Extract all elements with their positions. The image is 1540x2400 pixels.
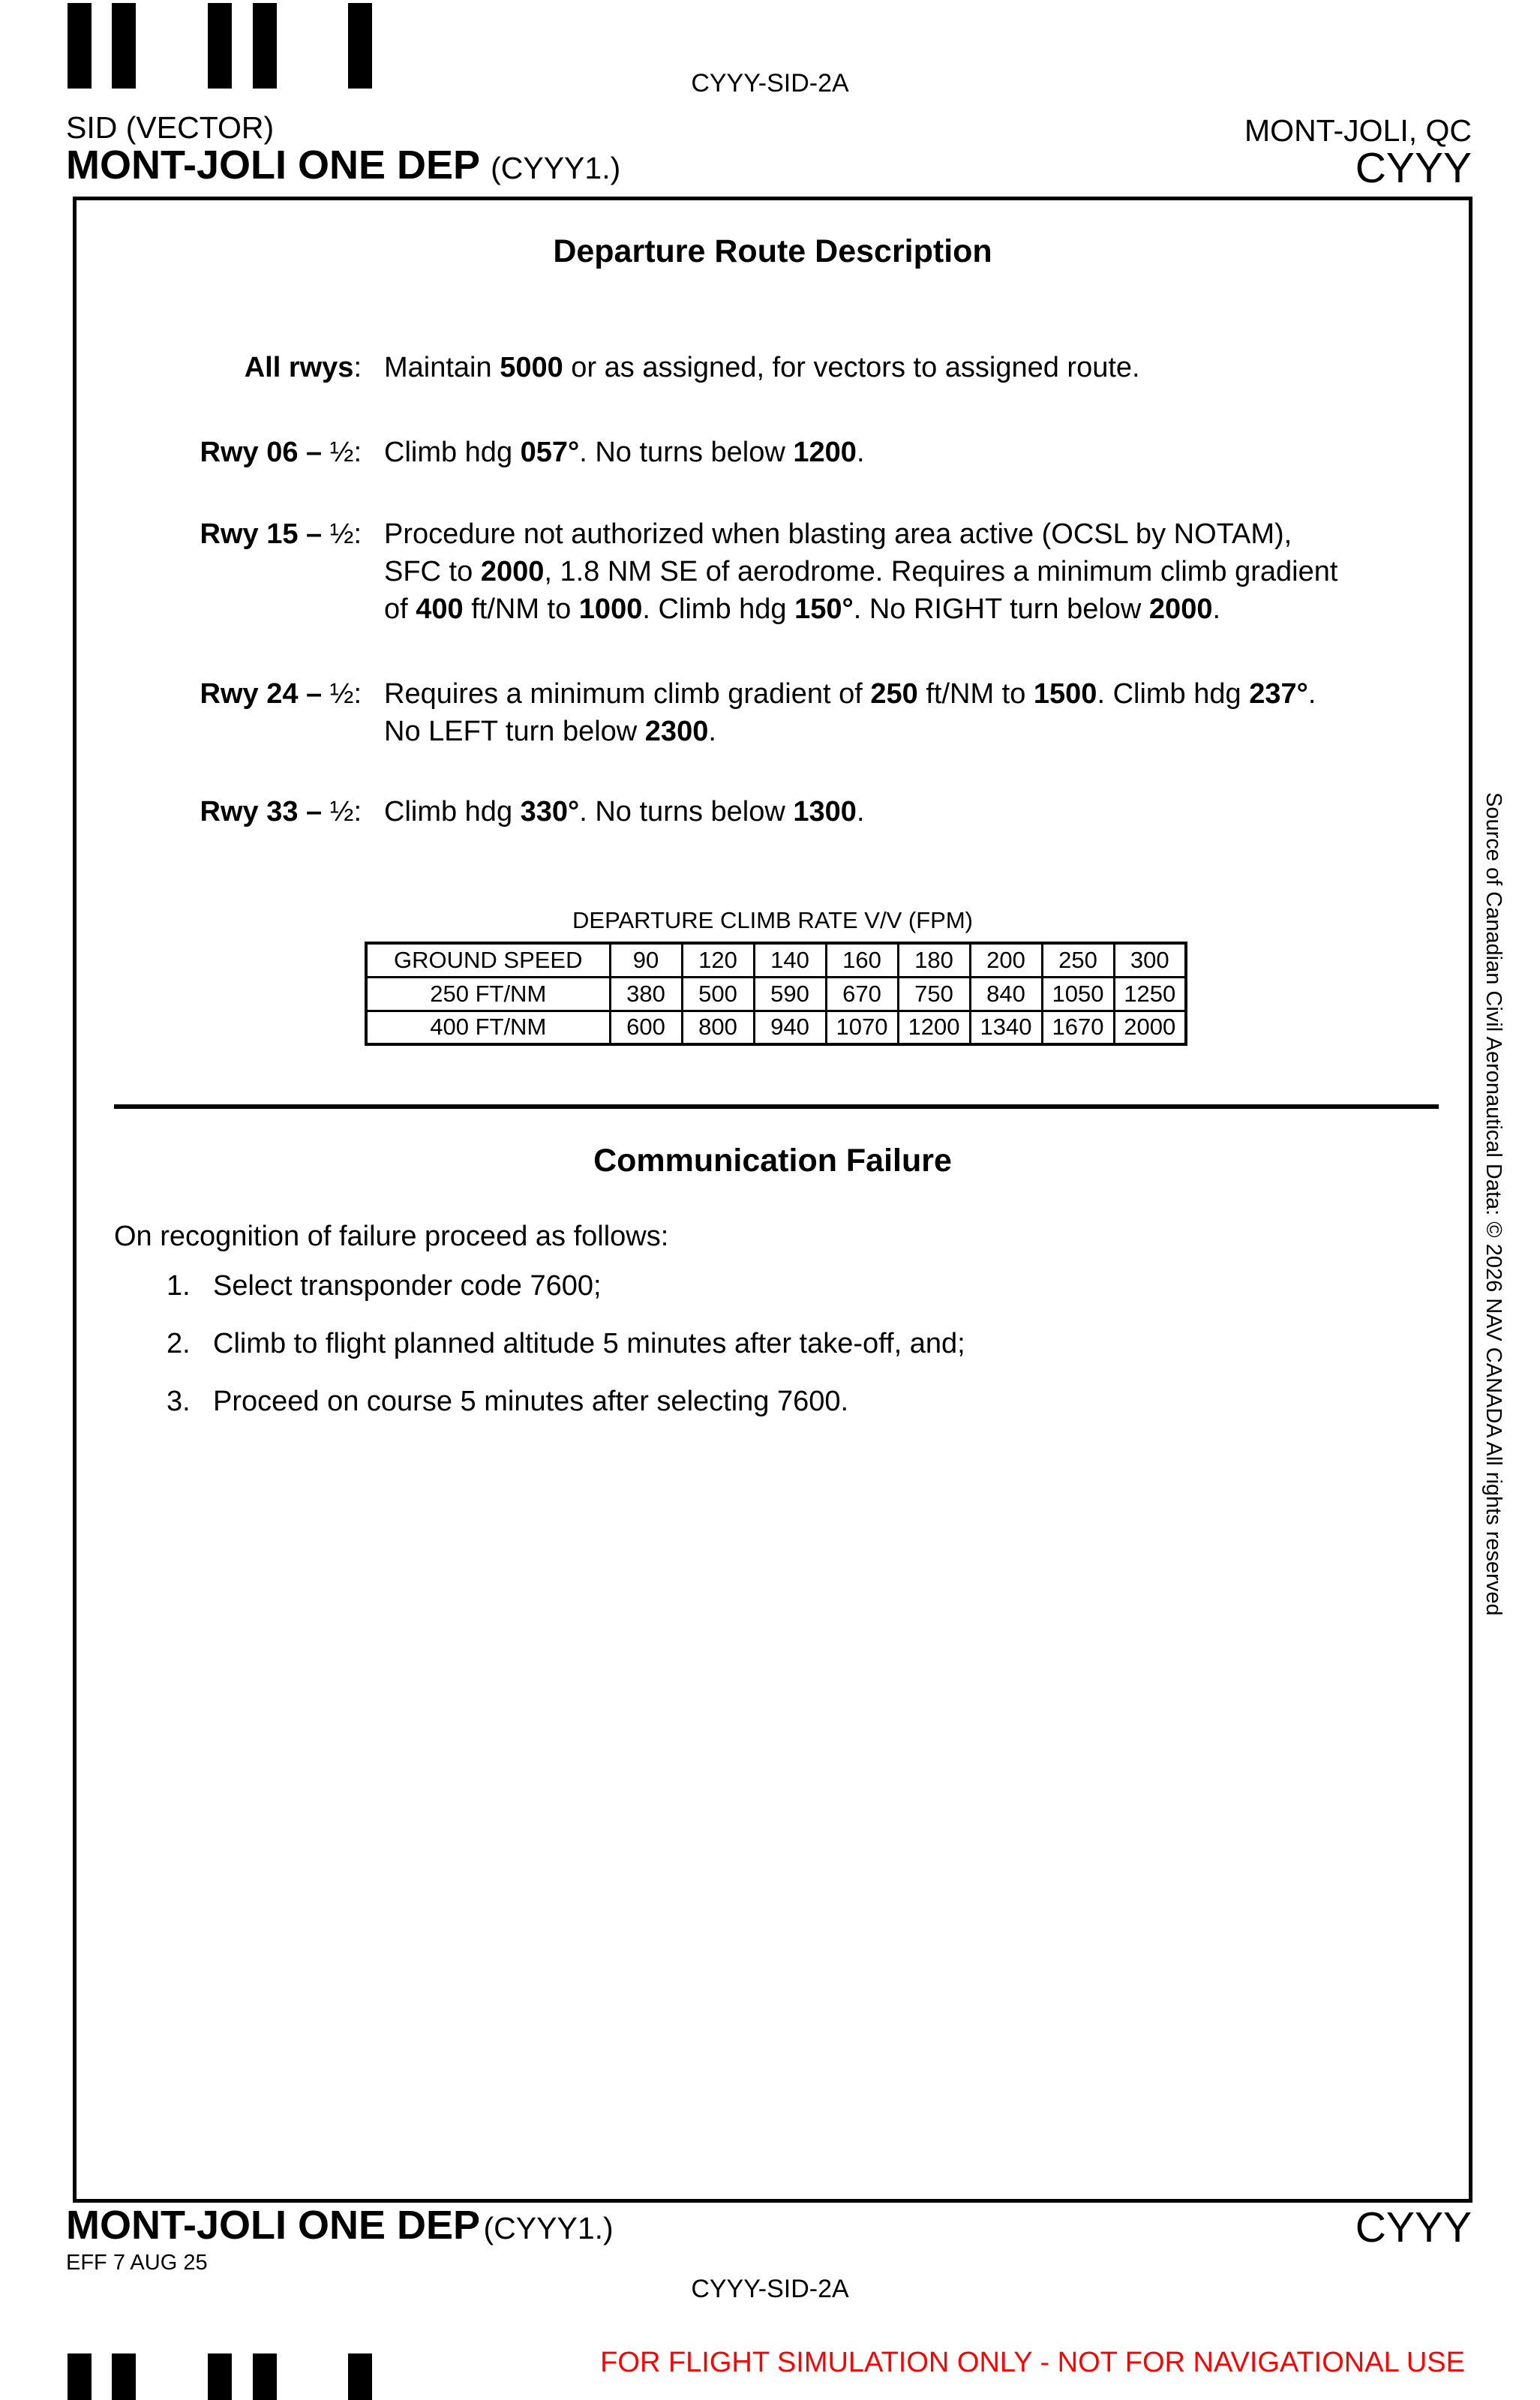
table-cell: 380 [610,977,682,1011]
list-item-number: 3. [167,1386,191,1417]
route-entry [123,434,1443,471]
route-entry [123,675,1443,750]
list-item-text: Climb to flight planned altitude 5 minutes after take-off, and; [213,1328,965,1359]
table-cell: 1340 [970,1011,1042,1044]
airport-code: CYYY [1355,144,1472,192]
chart-type-label: SID (VECTOR) [66,110,275,145]
table-cell: 1070 [826,1011,898,1044]
table-cell: 140 [754,943,826,977]
table-cell: 1250 [1114,977,1186,1011]
calibration-bar [253,2353,277,2400]
procedure-title [66,144,620,189]
route-entry [123,515,1443,628]
runway-label: Rwy 06 – ½: [200,437,362,468]
list-item [167,1387,965,1416]
copyright-side-note: Source of Canadian Civil Aeronautical Data: © 2026 NAV CANADA All rights reserved [1481,792,1505,1616]
route-instruction: Climb hdg 057°. No turns below 1200. [384,437,865,468]
table-row [366,977,1186,1011]
climb-rate-table [365,942,1187,1046]
list-item-text: Select transponder code 7600; [213,1270,602,1302]
runway-label: Rwy 15 – ½: [200,518,362,550]
section-divider [114,1104,1439,1109]
table-cell: 750 [898,977,970,1011]
list-item-number: 2. [167,1328,191,1359]
table-cell: 840 [970,977,1042,1011]
chart-border-box [73,197,1472,2203]
table-cell: 250 FT/NM [366,977,610,1011]
table-cell: GROUND SPEED [366,943,610,977]
route-entry [123,349,1443,386]
table-cell: 180 [898,943,970,977]
route-instruction: Procedure not authorized when blasting area active (OCSL by NOTAM), SFC to 2000, 1.8 NM SE of aerodrome. Requires a minimum climb gradient of 400 ft/NM to 1000. Climb hdg 150°. No RIGHT turn below 2000. [384,518,1338,625]
comm-failure-list [167,1272,965,1445]
comm-failure-title: Communication Failure [593,1143,952,1179]
calibration-bar [208,2353,232,2400]
runway-label: All rwys: [244,352,362,383]
effective-date: EFF 7 AUG 25 [66,2251,208,2275]
procedure-name: MONT-JOLI ONE DEP [66,143,480,188]
route-instruction: Climb hdg 330°. No turns below 1300. [384,796,865,828]
route-entry [123,793,1443,831]
list-item-text: Proceed on course 5 minutes after selecting 7600. [213,1386,849,1417]
runway-label: Rwy 33 – ½: [200,796,362,828]
table-cell: 940 [754,1011,826,1044]
comm-failure-intro: On recognition of failure proceed as follows: [114,1221,669,1252]
table-cell: 2000 [1114,1011,1186,1044]
table-cell: 1200 [898,1011,970,1044]
chart-index-top: CYYY-SID-2A [691,69,849,98]
table-cell: 200 [970,943,1042,977]
footer-airport-code: CYYY [1355,2203,1472,2251]
table-cell: 300 [1114,943,1186,977]
footer-procedure-id: (CYYY1.) [483,2211,614,2245]
list-item [167,1329,965,1358]
table-cell: 400 FT/NM [366,1011,610,1044]
footer-procedure-title [66,2204,614,2246]
list-item [167,1272,965,1300]
route-instruction: Maintain 5000 or as assigned, for vectors to assigned route. [384,352,1140,383]
header-right [1244,113,1472,192]
table-cell: 160 [826,943,898,977]
table-cell: 500 [682,977,754,1011]
table-cell: 600 [610,1011,682,1044]
calibration-bar [112,2353,136,2400]
calibration-bar [348,2353,372,2400]
table-cell: 800 [682,1011,754,1044]
calibration-bars-bottom [68,2353,443,2400]
simulation-notice: FOR FLIGHT SIMULATION ONLY - NOT FOR NAVIGATIONAL USE [600,2347,1465,2378]
table-row [366,1011,1186,1044]
route-instruction: Requires a minimum climb gradient of 250 ft/NM to 1500. Climb hdg 237°. No LEFT turn below 2300. [384,678,1316,747]
table-cell: 90 [610,943,682,977]
climb-table-title: DEPARTURE CLIMB RATE V/V (FPM) [572,907,973,933]
table-cell: 250 [1042,943,1114,977]
calibration-bar [68,2353,92,2400]
list-item-number: 1. [167,1270,191,1302]
runway-label: Rwy 24 – ½: [200,678,362,710]
table-cell: 670 [826,977,898,1011]
table-cell: 1670 [1042,1011,1114,1044]
chart-index-bottom: CYYY-SID-2A [691,2275,849,2303]
table-cell: 1050 [1042,977,1114,1011]
header-left [66,111,620,189]
table-cell: 120 [682,943,754,977]
table-row [366,943,1186,977]
footer-procedure-name: MONT-JOLI ONE DEP [66,2203,481,2248]
procedure-id: (CYYY1.) [491,151,621,185]
table-cell: 590 [754,977,826,1011]
departure-route-title: Departure Route Description [553,233,992,269]
city-label: MONT-JOLI, QC [1244,113,1472,148]
